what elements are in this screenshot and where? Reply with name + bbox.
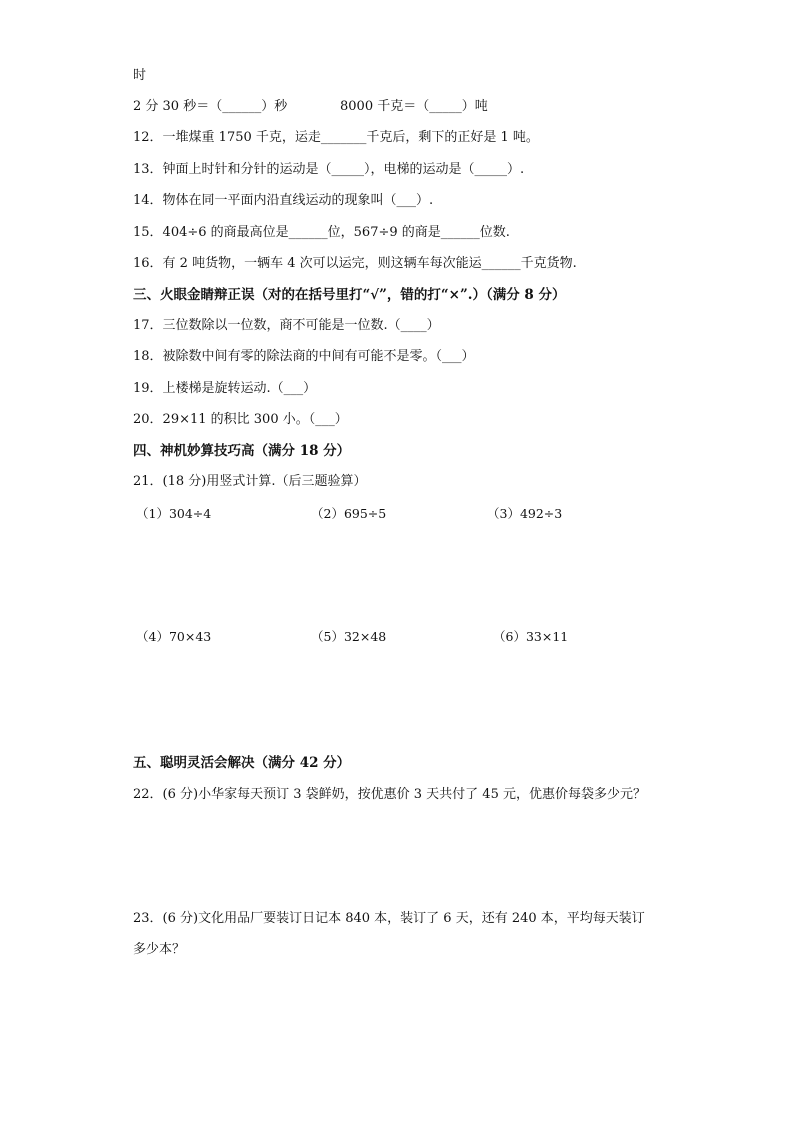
section-4-heading: 四、神机妙算技巧高（满分 18 分） bbox=[133, 443, 351, 459]
question-12: 12．一堆煤重 1750 千克，运走_______千克后，剩下的正好是 1 吨。 bbox=[133, 130, 539, 145]
question-11-continuation: 时 bbox=[133, 68, 147, 83]
section-5-heading: 五、聪明灵活会解决（满分 42 分） bbox=[133, 755, 351, 771]
question-11-conversion-b: 8000 千克＝（_____）吨 bbox=[340, 99, 488, 114]
calc-item-2: （2）695÷5 bbox=[311, 506, 387, 521]
calc-item-1: （1）304÷4 bbox=[136, 506, 212, 521]
question-11-conversion-a: 2 分 30 秒＝（______）秒 bbox=[133, 99, 288, 114]
question-18: 18．被除数中间有零的除法商的中间有可能不是零。（___） bbox=[133, 349, 475, 364]
question-23-line-2: 多少本？ bbox=[133, 942, 186, 957]
question-16: 16．有 2 吨货物，一辆车 4 次可以运完，则这辆车每次能运______千克货物. bbox=[133, 256, 577, 271]
question-19: 19．上楼梯是旋转运动.（___） bbox=[133, 381, 317, 396]
question-17: 17．三位数除以一位数，商不可能是一位数.（____） bbox=[133, 318, 440, 333]
question-15: 15．404÷6 的商最高位是______位，567÷9 的商是______位数. bbox=[133, 225, 510, 240]
calc-item-4: （4）70×43 bbox=[136, 629, 212, 644]
question-22: 22．(6 分)小华家每天预订 3 袋鲜奶，按优惠价 3 天共付了 45 元，优惠价每袋多少元？ bbox=[133, 787, 646, 802]
question-13: 13．钟面上时针和分针的运动是（_____），电梯的运动是（_____）. bbox=[133, 162, 525, 177]
question-14: 14．物体在同一平面内沿直线运动的现象叫（___）. bbox=[133, 193, 434, 208]
question-21: 21．(18 分)用竖式计算.（后三题验算） bbox=[133, 474, 367, 489]
calc-item-3: （3）492÷3 bbox=[487, 506, 563, 521]
question-20: 20．29×11 的积比 300 小。（___） bbox=[133, 412, 348, 427]
question-23-line-1: 23．(6 分)文化用品厂要装订日记本 840 本，装订了 6 天，还有 240 本，平均每天装订 bbox=[133, 911, 645, 926]
calc-item-5: （5）32×48 bbox=[311, 629, 387, 644]
calc-item-6: （6）33×11 bbox=[493, 629, 569, 644]
section-3-heading: 三、火眼金睛辩正误（对的在括号里打“√”，错的打“×”.）（满分 8 分） bbox=[133, 287, 566, 303]
